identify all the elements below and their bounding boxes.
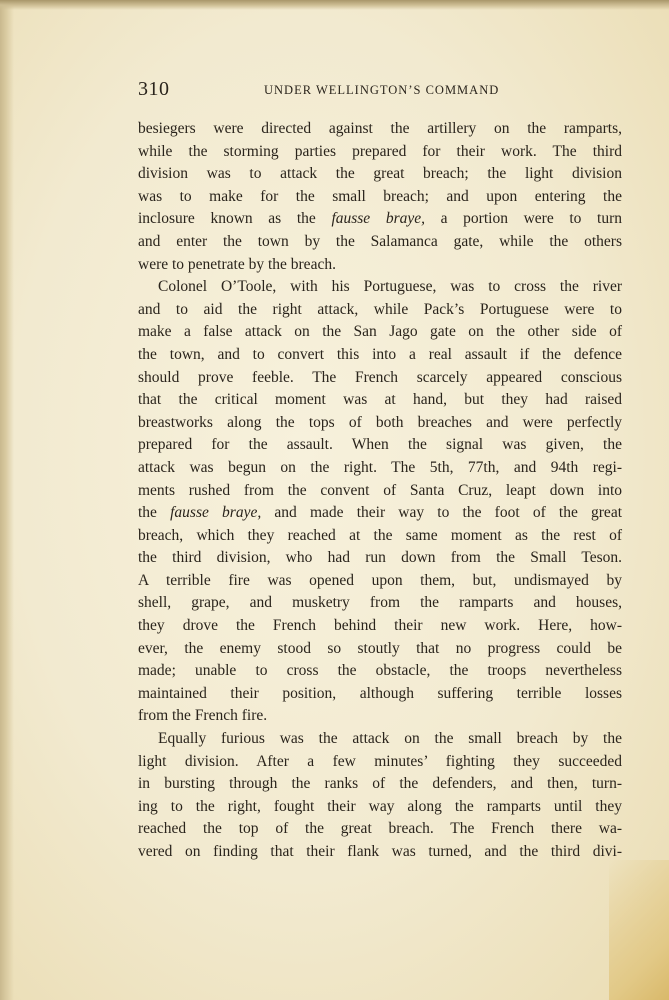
text-line: division was to attack the great breach; the light division	[138, 165, 622, 183]
text-line: breastworks along the tops of both breaches and were perfectly	[138, 413, 622, 431]
text-fragment: inclosure known as the	[138, 210, 332, 228]
text-line: A terrible fire was opened upon them, but, undismayed by	[138, 571, 622, 589]
text-line	[138, 502, 622, 525]
italic-term: fausse braye,	[331, 210, 425, 228]
text-line: made; unable to cross the obstacle, the troops nevertheless	[138, 662, 622, 680]
text-fragment: a portion were to turn	[425, 210, 623, 228]
text-line: that the critical moment was at hand, but they had raised	[138, 391, 622, 409]
page-header	[138, 78, 622, 104]
text-line: the third division, who had run down from the Small Teson.	[138, 549, 622, 567]
text-line: the town, and to convert this into a real assault if the defence	[138, 345, 622, 363]
paragraph-start-line: Colonel O’Toole, with his Portuguese, was to cross the river	[158, 278, 622, 296]
text-line: was to make for the small breach; and upon entering the	[138, 187, 622, 205]
text-line: and enter the town by the Salamanca gate, while the others	[138, 232, 622, 250]
text-line: besiegers were directed against the artillery on the ramparts,	[138, 120, 622, 137]
text-line: ever, the enemy stood so stoutly that no progress could be	[138, 639, 622, 657]
text-line: shell, grape, and musketry from the ramparts and houses,	[138, 594, 622, 612]
text-line: vered on finding that their flank was turned, and the third divi-	[138, 843, 622, 860]
running-head: UNDER WELLINGTON’S COMMAND	[264, 83, 500, 97]
text-line: in bursting through the ranks of the defenders, and then, turn-	[138, 775, 622, 793]
page-corner-stain	[609, 860, 669, 1000]
text-line: make a false attack on the San Jago gate on the other side of	[138, 323, 622, 341]
page-number: 310	[138, 78, 170, 100]
page-top-edge	[0, 0, 669, 10]
italic-term: fausse braye,	[170, 504, 262, 522]
text-line: ments rushed from the convent of Santa Cruz, leapt down into	[138, 481, 622, 499]
text-line: were to penetrate by the breach.	[138, 255, 336, 273]
text-fragment: the	[138, 504, 171, 522]
text-line: prepared for the assault. When the signal was given, the	[138, 436, 622, 454]
text-line: ing to the right, fought their way along the ramparts until they	[138, 797, 622, 815]
text-line: maintained their position, although suffering terrible losses	[138, 684, 622, 702]
text-line: reached the top of the great breach. The French there wa-	[138, 820, 622, 838]
paragraph-start-line: Equally furious was the attack on the small breach by the	[158, 730, 622, 748]
text-line: and to aid the right attack, while Pack’s Portuguese were to	[138, 300, 622, 318]
text-line: breach, which they reached at the same moment as the rest of	[138, 526, 622, 544]
text-fragment: and made their way to the foot of the great	[261, 504, 623, 522]
text-line: from the French fire.	[138, 707, 268, 725]
text-line	[138, 208, 622, 231]
page-left-edge	[0, 0, 14, 1000]
text-line: while the storming parties prepared for their work. The third	[138, 142, 622, 160]
text-line: attack was begun on the right. The 5th, 77th, and 94th regi-	[138, 458, 622, 476]
text-line: should prove feeble. The French scarcely appeared conscious	[138, 368, 622, 386]
text-line: light division. After a few minutes’ fighting they succeeded	[138, 752, 622, 770]
text-line: they drove the French behind their new work. Here, how-	[138, 617, 622, 635]
body-text	[138, 118, 622, 864]
